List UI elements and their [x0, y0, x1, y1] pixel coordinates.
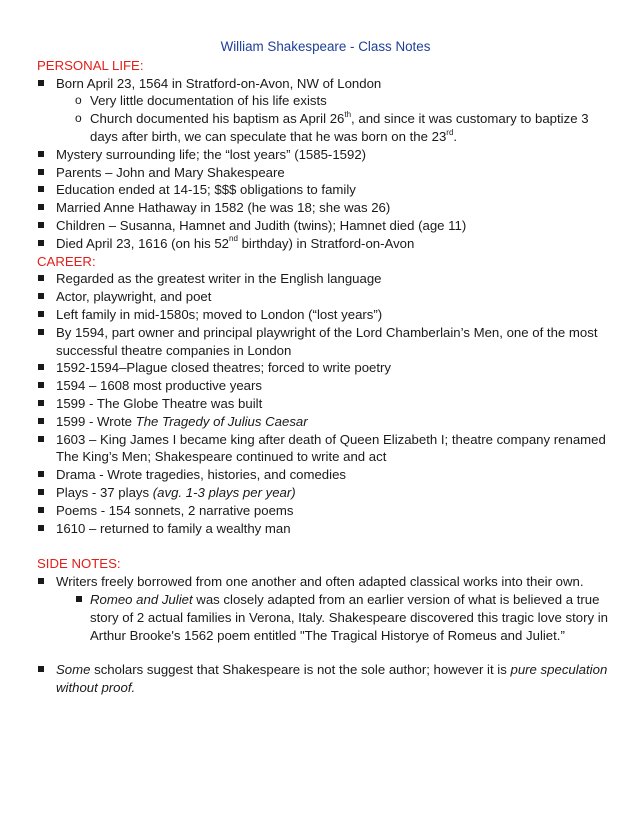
born-text: Born April 23, 1564 in Stratford-on-Avon, NW of London	[56, 75, 382, 91]
list-item: 1592-1594–Plague closed theatres; forced to write poetry	[37, 359, 614, 377]
list-item: By 1594, part owner and principal playwright of the Lord Chamberlain’s Men, one of the most successful theatre companies in London	[37, 324, 614, 360]
caesar-title: The Tragedy of Julius Caesar	[135, 413, 308, 429]
baptism-text-end: .	[453, 128, 458, 144]
list-item: Regarded as the greatest writer in the English language	[37, 270, 614, 288]
romeo-text: was closely adapted from an earlier version of what is believed a true story of 2 actual families in Verona, Italy. Shakespeare discovered this tragic love story in Arthur Brooke's 1562 poem entitled "The Tragical Historye of Romeus and Juliet.”	[90, 591, 608, 643]
died-text: Died April 23, 1616 (on his 52	[56, 235, 230, 251]
list-item: Children – Susanna, Hamnet and Judith (twins); Hamnet died (age 11)	[37, 217, 614, 235]
career-heading: CAREER:	[37, 253, 96, 269]
list-item: Married Anne Hathaway in 1582 (he was 18; she was 26)	[37, 199, 614, 217]
list-item: 1603 – King James I became king after death of Queen Elizabeth I; theatre company renamed The King’s Men; Shakespeare continued to write and act	[37, 431, 614, 467]
sub-list-item: o Very little documentation of his life exists	[56, 92, 614, 110]
caesar-text: 1599 - Wrote	[56, 413, 136, 429]
list-item: 1594 – 1608 most productive years	[37, 377, 614, 395]
writers-text: Writers freely borrowed from one another and often adapted classical works into their own.	[56, 574, 584, 590]
list-item	[37, 661, 614, 697]
list-item: Actor, playwright, and poet	[37, 288, 614, 306]
writers-sublist	[56, 591, 614, 644]
spacer	[37, 537, 614, 555]
speculation-text: pure speculation without proof.	[56, 662, 608, 696]
list-item	[37, 573, 614, 644]
side-notes-list-2	[37, 661, 614, 697]
personal-life-heading: PERSONAL LIFE:	[37, 57, 144, 73]
list-item	[37, 484, 614, 502]
sub-list-item	[56, 591, 614, 644]
career-list	[37, 270, 614, 537]
list-item: Left family in mid-1580s; moved to London (“lost years”)	[37, 306, 614, 324]
list-item: Parents – John and Mary Shakespeare	[37, 164, 614, 182]
plays-text: Plays - 37 plays	[56, 484, 153, 500]
some-text: scholars suggest that Shakespeare is not the sole author; however it is	[90, 662, 511, 678]
list-item: 1610 – returned to family a wealthy man	[37, 520, 614, 538]
superscript: rd	[446, 127, 454, 137]
personal-life-list	[37, 75, 614, 253]
side-notes-list	[37, 573, 614, 644]
list-item: Education ended at 14-15; $$$ obligations to family	[37, 181, 614, 199]
baptism-text: Church documented his baptism as April 26	[90, 111, 345, 127]
list-item	[37, 75, 614, 146]
died-text-cont: birthday) in Stratford-on-Avon	[237, 235, 415, 251]
superscript: th	[344, 109, 352, 119]
list-item: Poems - 154 sonnets, 2 narrative poems	[37, 502, 614, 520]
sub-list-item	[56, 110, 614, 146]
list-item: Mystery surrounding life; the “lost years” (1585-1592)	[37, 146, 614, 164]
list-item: Drama - Wrote tragedies, histories, and comedies	[37, 466, 614, 484]
page-title: William Shakespeare - Class Notes	[220, 39, 431, 54]
superscript: nd	[229, 234, 238, 244]
romeo-title: Romeo and Juliet	[90, 591, 193, 607]
plays-note: (avg. 1-3 plays per year)	[152, 484, 296, 500]
list-item	[37, 235, 614, 253]
spacer	[37, 644, 614, 661]
some-word: Some	[56, 662, 91, 678]
born-sublist	[56, 92, 614, 145]
list-item	[37, 413, 614, 431]
list-item: 1599 - The Globe Theatre was built	[37, 395, 614, 413]
baptism-text-cont: , and since it was customary to baptize 3 days after birth, we can speculate that he was born on the 23	[90, 111, 589, 144]
side-notes-heading: SIDE NOTES:	[37, 556, 121, 572]
